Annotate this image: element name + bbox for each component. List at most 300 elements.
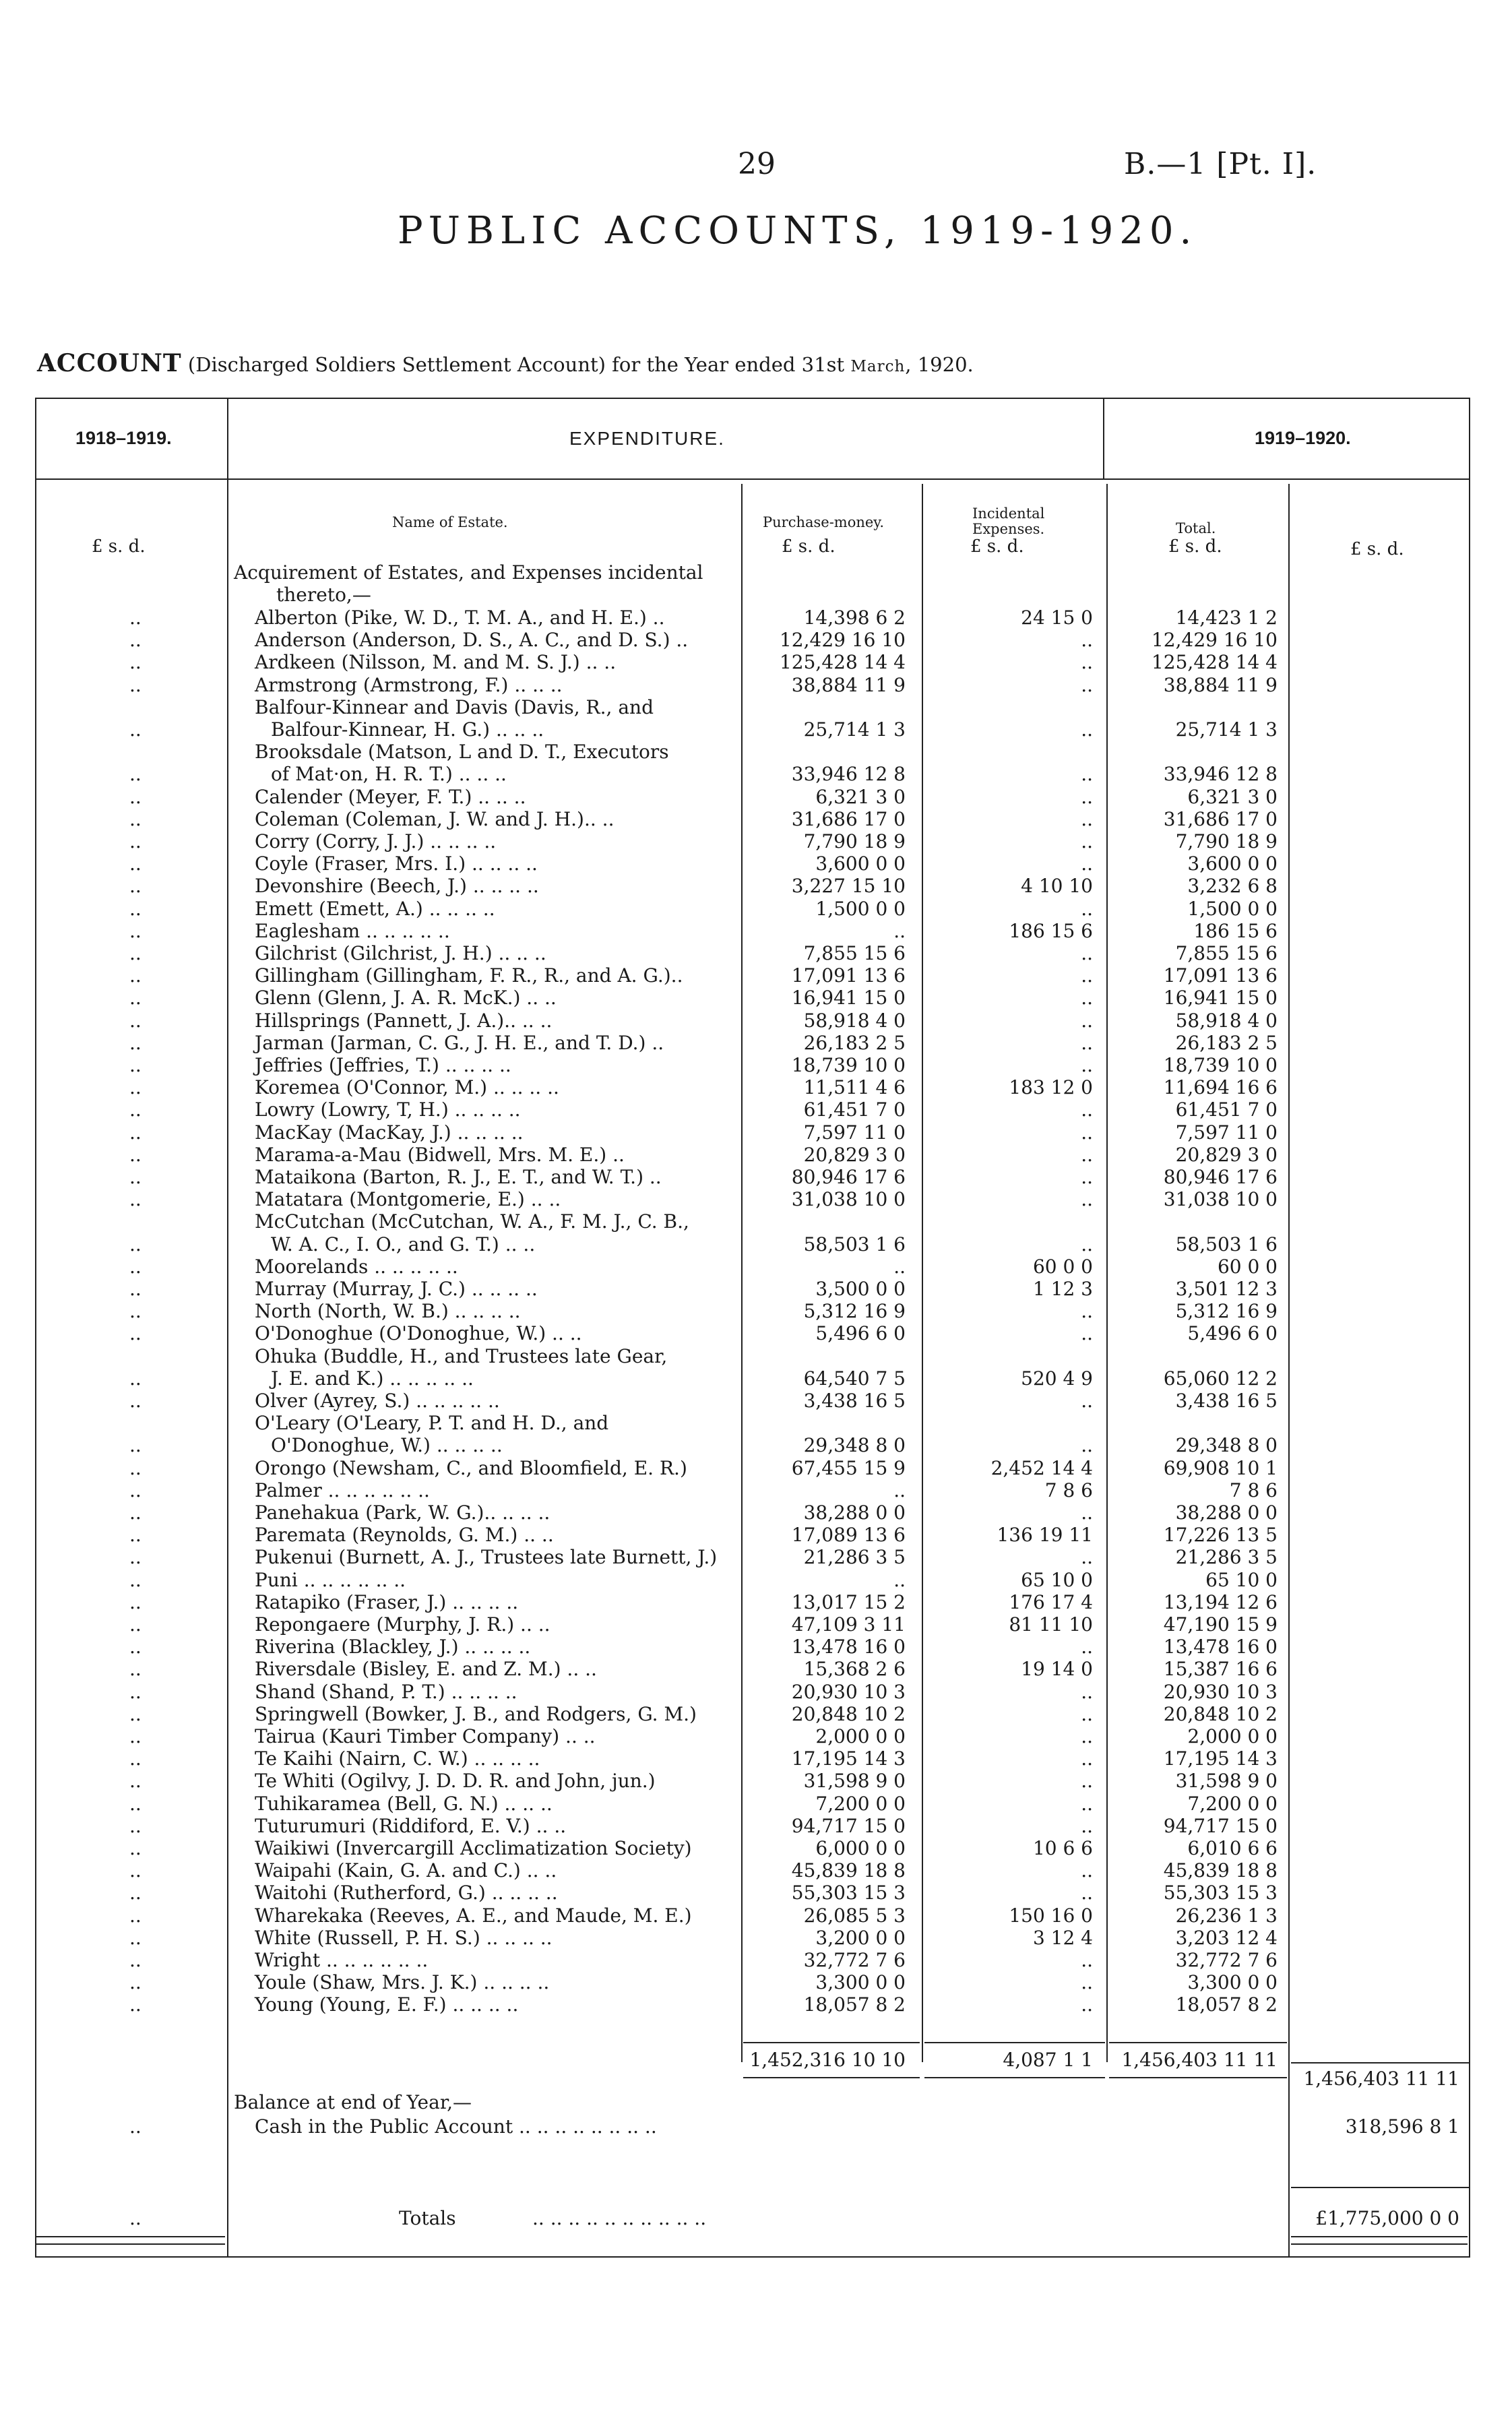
purchase-money-amount: ..	[893, 920, 906, 942]
incidental-amount: ..	[1081, 1098, 1093, 1121]
purchase-money-amount: 20,829 3 0	[803, 1144, 906, 1166]
incidental-amount: ..	[1081, 1859, 1093, 1882]
incidental-amount: ..	[1081, 808, 1093, 830]
total-amount: 33,946 12 8	[1163, 763, 1278, 785]
purchase-money-amount: 55,303 15 3	[791, 1882, 906, 1904]
totals-row	[0, 2207, 1512, 2229]
total-amount: 61,451 7 0	[1175, 1098, 1278, 1121]
purchase-money-amount: 31,038 10 0	[791, 1188, 906, 1210]
table-row	[0, 1658, 1512, 1680]
account-heading	[37, 349, 974, 377]
totals-dots: .. .. .. .. .. .. .. .. .. ..	[532, 2207, 707, 2229]
table-row	[0, 1524, 1512, 1546]
estate-name: Balfour-Kinnear and Davis (Davis, R., and	[255, 696, 654, 718]
header-left-year: 1918–1919.	[75, 428, 172, 448]
previous-year-amount: ..	[129, 1703, 141, 1725]
purchase-money-amount: 7,855 15 6	[803, 942, 906, 964]
previous-year-amount: ..	[129, 830, 141, 852]
estate-name: Wright .. .. .. .. .. ..	[255, 1949, 429, 1971]
incidental-amount: 183 12 0	[1009, 1076, 1093, 1098]
incidental-amount: 10 6 6	[1032, 1837, 1093, 1859]
incidental-amount: ..	[1081, 1032, 1093, 1054]
incidental-amount: ..	[1081, 1121, 1093, 1144]
previous-year-amount: ..	[129, 1591, 141, 1613]
estate-name: Pukenui (Burnett, A. J., Trustees late Burnett, J.)	[255, 1546, 718, 1568]
page-title: PUBLIC ACCOUNTS, 1919-1920.	[398, 209, 1198, 253]
total-amount: 5,496 6 0	[1187, 1322, 1278, 1344]
previous-year-amount: ..	[129, 718, 141, 741]
total-amount: 58,918 4 0	[1175, 1010, 1278, 1032]
incidental-amount: ..	[1081, 1882, 1093, 1904]
incidental-amount: ..	[1081, 1434, 1093, 1456]
balance-row	[0, 2115, 1512, 2138]
total-amount: 20,848 10 2	[1163, 1703, 1278, 1725]
estate-name: Eaglesham .. .. .. .. ..	[255, 920, 450, 942]
previous-year-amount: ..	[129, 1904, 141, 1927]
purchase-money-amount: 3,200 0 0	[815, 1927, 906, 1949]
table-row	[0, 1010, 1512, 1032]
purchase-money-amount: 45,839 18 8	[791, 1859, 906, 1882]
total-amount: 25,714 1 3	[1175, 718, 1278, 741]
estate-name: Ohuka (Buddle, H., and Trustees late Gear,	[255, 1345, 668, 1367]
table-row	[0, 1971, 1512, 1993]
purchase-money-amount: 94,717 15 0	[791, 1815, 906, 1837]
account-heading-text: (Discharged Soldiers Settlement Account) for the Year ended 31st	[187, 353, 845, 376]
total-amount: 12,429 16 10	[1151, 629, 1278, 651]
previous-year-amount: ..	[129, 898, 141, 920]
totals-rule	[1291, 2187, 1469, 2188]
table-top-border	[35, 398, 1470, 399]
estate-name: Calender (Meyer, F. T.) .. .. ..	[255, 786, 526, 808]
estate-name: Murray (Murray, J. C.) .. .. .. ..	[255, 1278, 538, 1300]
subtotal-total: 1,456,403 11 11	[1121, 2049, 1278, 2071]
section-heading-cont: thereto,—	[276, 584, 371, 606]
purchase-money-amount: 18,057 8 2	[803, 1993, 906, 2016]
total-amount: 13,194 12 6	[1163, 1591, 1278, 1613]
column-header-expenses: Expenses.	[972, 521, 1045, 537]
previous-year-amount: ..	[129, 786, 141, 808]
incidental-amount: ..	[1081, 1300, 1093, 1322]
purchase-money-amount: 7,790 18 9	[803, 830, 906, 852]
estate-name: O'Donoghue, W.) .. .. .. ..	[271, 1434, 503, 1456]
total-amount: 15,387 16 6	[1163, 1658, 1278, 1680]
estate-name: O'Donoghue (O'Donoghue, W.) .. ..	[255, 1322, 582, 1344]
estate-name: Tuhikaramea (Bell, G. N.) .. .. ..	[255, 1793, 553, 1815]
total-amount: 17,226 13 5	[1163, 1524, 1278, 1546]
total-amount: 3,438 16 5	[1175, 1390, 1278, 1412]
purchase-money-amount: 38,288 0 0	[803, 1501, 906, 1524]
purchase-money-amount: 17,195 14 3	[791, 1747, 906, 1770]
total-amount: 7,790 18 9	[1175, 830, 1278, 852]
balance-heading: Balance at end of Year,—	[234, 2091, 472, 2113]
balance-label: Cash in the Public Account .. .. .. .. .. .. .. ..	[255, 2115, 657, 2138]
header-expenditure: EXPENDITURE.	[569, 428, 725, 449]
total-amount: 29,348 8 0	[1175, 1434, 1278, 1456]
subtotal-rule	[1109, 2042, 1287, 2043]
purchase-money-amount: 2,000 0 0	[815, 1725, 906, 1747]
subtotal-incidental: 4,087 1 1	[1003, 2049, 1093, 2071]
purchase-money-amount: 20,848 10 2	[791, 1703, 906, 1725]
column-header-purchase-money: Purchase-money.	[763, 514, 885, 530]
incidental-amount: 150 16 0	[1009, 1904, 1093, 1927]
estate-name: Brooksdale (Matson, L and D. T., Executors	[255, 741, 669, 763]
previous-year-amount: ..	[129, 1188, 141, 1210]
total-amount: 38,288 0 0	[1175, 1501, 1278, 1524]
previous-year-amount: ..	[129, 1658, 141, 1680]
estate-name: Te Kaihi (Nairn, C. W.) .. .. .. ..	[255, 1747, 540, 1770]
purchase-money-amount: 5,496 6 0	[815, 1322, 906, 1344]
previous-year-amount: ..	[129, 1300, 141, 1322]
total-amount: 13,478 16 0	[1163, 1636, 1278, 1658]
previous-year-amount: ..	[129, 1882, 141, 1904]
incidental-amount: ..	[1081, 1233, 1093, 1255]
total-amount: 65 10 0	[1205, 1569, 1278, 1591]
incidental-amount: ..	[1081, 1815, 1093, 1837]
table-row	[0, 629, 1512, 651]
table-row	[0, 1949, 1512, 1971]
estate-name: Palmer .. .. .. .. .. ..	[255, 1479, 430, 1501]
previous-year-amount: ..	[129, 1927, 141, 1949]
account-heading-bold: ACCOUNT	[37, 349, 182, 377]
table-row	[0, 1255, 1512, 1278]
previous-year-amount: ..	[129, 1032, 141, 1054]
table-row	[0, 1747, 1512, 1770]
totals-label: Totals	[399, 2207, 456, 2229]
purchase-money-amount: 3,300 0 0	[815, 1971, 906, 1993]
purchase-money-amount: 31,686 17 0	[791, 808, 906, 830]
table-row	[0, 1636, 1512, 1658]
estate-name: W. A. C., I. O., and G. T.) .. ..	[271, 1233, 536, 1255]
table-row	[0, 964, 1512, 987]
total-amount: 17,091 13 6	[1163, 964, 1278, 987]
table-row	[0, 1815, 1512, 1837]
lsd-header-total: £ s. d.	[1168, 536, 1222, 557]
previous-year-amount: ..	[129, 1747, 141, 1770]
incidental-amount: 81 11 10	[1009, 1613, 1093, 1636]
total-amount: 18,739 10 0	[1163, 1054, 1278, 1076]
previous-year-amount: ..	[129, 1121, 141, 1144]
table-row	[0, 830, 1512, 852]
previous-year-amount: ..	[129, 1546, 141, 1568]
previous-year-amount: ..	[129, 1793, 141, 1815]
estate-name: Jeffries (Jeffries, T.) .. .. .. ..	[255, 1054, 511, 1076]
total-amount: 38,884 11 9	[1163, 674, 1278, 696]
estate-name: Youle (Shaw, Mrs. J. K.) .. .. .. ..	[255, 1971, 550, 1993]
purchase-money-amount: 11,511 4 6	[803, 1076, 906, 1098]
previous-year-amount: ..	[129, 763, 141, 785]
total-amount: 21,286 3 5	[1175, 1546, 1278, 1568]
incidental-amount: 136 19 11	[997, 1524, 1093, 1546]
balance-amount: 318,596 8 1	[1345, 2115, 1459, 2138]
estate-name: Coleman (Coleman, J. W. and J. H.).. ..	[255, 808, 615, 830]
estate-name: McCutchan (McCutchan, W. A., F. M. J., C. B.,	[255, 1210, 689, 1233]
previous-year-amount: ..	[129, 920, 141, 942]
previous-year-amount: ..	[129, 987, 141, 1009]
total-amount: 7,855 15 6	[1175, 942, 1278, 964]
incidental-amount: ..	[1081, 1703, 1093, 1725]
previous-year-amount: ..	[129, 1322, 141, 1344]
previous-year-amount: ..	[129, 1367, 141, 1390]
previous-year-amount: ..	[129, 607, 141, 629]
incidental-amount: ..	[1081, 942, 1093, 964]
table-row	[0, 1166, 1512, 1188]
previous-year-amount: ..	[129, 1278, 141, 1300]
purchase-money-amount: 31,598 9 0	[803, 1770, 906, 1792]
total-amount: 2,000 0 0	[1187, 1725, 1278, 1747]
total-amount: 31,686 17 0	[1163, 808, 1278, 830]
table-row	[0, 1479, 1512, 1501]
estate-name: Emett (Emett, A.) .. .. .. ..	[255, 898, 495, 920]
previous-year-amount: ..	[129, 651, 141, 673]
previous-year-amount: ..	[129, 875, 141, 897]
table-row	[0, 1770, 1512, 1792]
balance-heading-row	[0, 2091, 1512, 2113]
total-amount: 69,908 10 1	[1163, 1457, 1278, 1479]
incidental-amount: 1 12 3	[1032, 1278, 1093, 1300]
table-row	[0, 1859, 1512, 1882]
total-amount: 80,946 17 6	[1163, 1166, 1278, 1188]
table-row	[0, 718, 1512, 741]
incidental-amount: ..	[1081, 651, 1093, 673]
purchase-money-amount: 26,183 2 5	[803, 1032, 906, 1054]
estate-name: Tairua (Kauri Timber Company) .. ..	[255, 1725, 596, 1747]
total-amount: 45,839 18 8	[1163, 1859, 1278, 1882]
previous-year-amount: ..	[129, 1859, 141, 1882]
previous-year-amount: ..	[129, 1098, 141, 1121]
estate-name: Corry (Corry, J. J.) .. .. .. ..	[255, 830, 497, 852]
double-rule	[1291, 2236, 1468, 2245]
total-amount: 7 8 6	[1229, 1479, 1278, 1501]
incidental-amount: ..	[1081, 763, 1093, 785]
incidental-amount: ..	[1081, 1725, 1093, 1747]
previous-year-amount: ..	[129, 1569, 141, 1591]
table-row	[0, 1278, 1512, 1300]
incidental-amount: ..	[1081, 1144, 1093, 1166]
document-reference: B.—1 [Pt. I].	[1124, 147, 1317, 181]
total-amount: 3,300 0 0	[1187, 1971, 1278, 1993]
total-amount: 26,183 2 5	[1175, 1032, 1278, 1054]
incidental-amount: ..	[1081, 1054, 1093, 1076]
purchase-money-amount: 58,503 1 6	[803, 1233, 906, 1255]
previous-year-amount: ..	[129, 1681, 141, 1703]
estate-name: Riversdale (Bisley, E. and Z. M.) .. ..	[255, 1658, 597, 1680]
total-amount: 26,236 1 3	[1175, 1904, 1278, 1927]
header-right-year: 1919–1920.	[1255, 428, 1351, 448]
purchase-money-amount: 3,227 15 10	[791, 875, 906, 897]
estate-name: Anderson (Anderson, D. S., A. C., and D. S.) ..	[255, 629, 689, 651]
total-amount: 55,303 15 3	[1163, 1882, 1278, 1904]
purchase-money-amount: 61,451 7 0	[803, 1098, 906, 1121]
previous-year-amount: ..	[129, 1815, 141, 1837]
double-rule	[36, 2236, 225, 2245]
previous-year-amount: ..	[129, 1434, 141, 1456]
final-subtotal-row	[0, 2068, 1512, 2090]
purchase-money-amount: 21,286 3 5	[803, 1546, 906, 1568]
incidental-amount: ..	[1081, 1322, 1093, 1344]
previous-year-amount: ..	[129, 1076, 141, 1098]
previous-year-amount: ..	[129, 1993, 141, 2016]
previous-year-amount: ..	[129, 1390, 141, 1412]
purchase-money-amount: ..	[893, 1479, 906, 1501]
table-row	[0, 1591, 1512, 1613]
account-heading-month: March	[850, 358, 906, 375]
totals-amount: £1,775,000 0 0	[1315, 2207, 1459, 2229]
table-row	[0, 607, 1512, 629]
table-row	[0, 1032, 1512, 1054]
table-row	[0, 786, 1512, 808]
purchase-money-amount: 58,918 4 0	[803, 1010, 906, 1032]
table-row	[0, 1904, 1512, 1927]
purchase-money-amount: 1,500 0 0	[815, 898, 906, 920]
estate-name: Repongaere (Murphy, J. R.) .. ..	[255, 1613, 550, 1636]
purchase-money-amount: 125,428 14 4	[779, 651, 906, 673]
total-amount: 6,321 3 0	[1187, 786, 1278, 808]
table-row	[0, 1993, 1512, 2016]
purchase-money-amount: 18,739 10 0	[791, 1054, 906, 1076]
previous-year-amount: ..	[129, 1524, 141, 1546]
final-subtotal: 1,456,403 11 11	[1303, 2068, 1459, 2090]
table-row	[0, 1882, 1512, 1904]
estate-name: MacKay (MacKay, J.) .. .. .. ..	[255, 1121, 524, 1144]
purchase-money-amount: 17,089 13 6	[791, 1524, 906, 1546]
purchase-money-amount: 14,398 6 2	[803, 607, 906, 629]
previous-year-amount: ..	[129, 852, 141, 875]
lsd-header-purchase: £ s. d.	[782, 536, 836, 557]
previous-year-amount: ..	[129, 1770, 141, 1792]
total-amount: 31,038 10 0	[1163, 1188, 1278, 1210]
total-amount: 16,941 15 0	[1163, 987, 1278, 1009]
table-row	[0, 1076, 1512, 1098]
previous-year-amount: ..	[129, 942, 141, 964]
purchase-money-amount: 7,597 11 0	[803, 1121, 906, 1144]
total-amount: 186 15 6	[1193, 920, 1278, 942]
column-separator	[1103, 398, 1104, 478]
estate-name: J. E. and K.) .. .. .. .. ..	[271, 1367, 474, 1390]
purchase-money-amount: 15,368 2 6	[803, 1658, 906, 1680]
table-row	[0, 696, 1512, 718]
table-row	[0, 674, 1512, 696]
estate-name: Springwell (Bowker, J. B., and Rodgers, G. M.)	[255, 1703, 697, 1725]
estate-name: Waipahi (Kain, G. A. and C.) .. ..	[255, 1859, 557, 1882]
table-row	[0, 1300, 1512, 1322]
incidental-amount: 7 8 6	[1044, 1479, 1093, 1501]
estate-name: Coyle (Fraser, Mrs. I.) .. .. .. ..	[255, 852, 538, 875]
total-amount: 47,190 15 9	[1163, 1613, 1278, 1636]
table-row	[0, 808, 1512, 830]
lsd-header-incidental: £ s. d.	[970, 536, 1024, 557]
estate-name: Devonshire (Beech, J.) .. .. .. ..	[255, 875, 539, 897]
purchase-money-amount: 80,946 17 6	[791, 1166, 906, 1188]
estate-name: Gillingham (Gillingham, F. R., R., and A. G.)..	[255, 964, 683, 987]
estate-name: of Mat·on, H. R. T.) .. .. ..	[271, 763, 507, 785]
total-amount: 20,829 3 0	[1175, 1144, 1278, 1166]
purchase-money-amount: 5,312 16 9	[803, 1300, 906, 1322]
estate-name: Paremata (Reynolds, G. M.) .. ..	[255, 1524, 554, 1546]
table-row	[0, 651, 1512, 673]
header-bottom-border	[35, 478, 1470, 480]
incidental-amount: ..	[1081, 674, 1093, 696]
incidental-amount: ..	[1081, 1188, 1093, 1210]
purchase-money-amount: 17,091 13 6	[791, 964, 906, 987]
estate-name: Hillsprings (Pannett, J. A.).. .. ..	[255, 1010, 553, 1032]
table-row	[0, 1793, 1512, 1815]
incidental-amount: ..	[1081, 987, 1093, 1009]
incidental-amount: ..	[1081, 1770, 1093, 1792]
purchase-money-amount: 13,478 16 0	[791, 1636, 906, 1658]
purchase-money-amount: 32,772 7 6	[803, 1949, 906, 1971]
total-amount: 18,057 8 2	[1175, 1993, 1278, 2016]
incidental-amount: 19 14 0	[1021, 1658, 1093, 1680]
table-row	[0, 1681, 1512, 1703]
estate-name: Koremea (O'Connor, M.) .. .. .. ..	[255, 1076, 559, 1098]
previous-year-amount: ..	[129, 1166, 141, 1188]
previous-year-amount: ..	[129, 1949, 141, 1971]
incidental-amount: ..	[1081, 718, 1093, 741]
purchase-money-amount: 26,085 5 3	[803, 1904, 906, 1927]
estate-name: Lowry (Lowry, T, H.) .. .. .. ..	[255, 1098, 521, 1121]
total-amount: 11,694 16 6	[1163, 1076, 1278, 1098]
purchase-money-amount: 67,455 15 9	[791, 1457, 906, 1479]
incidental-amount: 24 15 0	[1021, 607, 1093, 629]
estate-name: Mataikona (Barton, R. J., E. T., and W. T.) ..	[255, 1166, 662, 1188]
total-amount: 31,598 9 0	[1175, 1770, 1278, 1792]
incidental-amount: ..	[1081, 1390, 1093, 1412]
estate-name: Panehakua (Park, W. G.).. .. .. ..	[255, 1501, 550, 1524]
estate-name: Shand (Shand, P. T.) .. .. .. ..	[255, 1681, 517, 1703]
estate-name: Olver (Ayrey, S.) .. .. .. .. ..	[255, 1390, 500, 1412]
column-header-total: Total.	[1176, 520, 1216, 536]
table-row	[0, 1569, 1512, 1591]
incidental-amount: 3 12 4	[1032, 1927, 1093, 1949]
purchase-money-amount: 12,429 16 10	[779, 629, 906, 651]
incidental-amount: ..	[1081, 1010, 1093, 1032]
table-row	[0, 1546, 1512, 1568]
table-row	[0, 741, 1512, 763]
total-amount: 14,423 1 2	[1175, 607, 1278, 629]
table-row	[0, 1322, 1512, 1344]
estate-name: Ratapiko (Fraser, J.) .. .. .. ..	[255, 1591, 519, 1613]
purchase-money-amount: 47,109 3 11	[791, 1613, 906, 1636]
previous-year-amount: ..	[129, 629, 141, 651]
purchase-money-amount: 6,321 3 0	[815, 786, 906, 808]
lsd-header-prev: £ s. d.	[92, 536, 146, 557]
table-row	[0, 1837, 1512, 1859]
subtotal-rule	[743, 2042, 920, 2043]
estate-name: Jarman (Jarman, C. G., J. H. E., and T. D.) ..	[255, 1032, 664, 1054]
lsd-header-final: £ s. d.	[1350, 539, 1404, 559]
incidental-amount: ..	[1081, 629, 1093, 651]
estate-name: White (Russell, P. H. S.) .. .. .. ..	[255, 1927, 553, 1949]
incidental-amount: ..	[1081, 964, 1093, 987]
purchase-money-amount: 29,348 8 0	[803, 1434, 906, 1456]
previous-year-amount: ..	[129, 1054, 141, 1076]
previous-year-amount: ..	[129, 1010, 141, 1032]
estate-name: Te Whiti (Ogilvy, J. D. D. R. and John, jun.)	[255, 1770, 656, 1792]
purchase-money-amount: 25,714 1 3	[803, 718, 906, 741]
table-row	[0, 1121, 1512, 1144]
account-heading-year: , 1920.	[905, 353, 974, 376]
table-row	[0, 852, 1512, 875]
incidental-amount: ..	[1081, 1681, 1093, 1703]
estate-name: Glenn (Glenn, J. A. R. McK.) .. ..	[255, 987, 557, 1009]
total-amount: 32,772 7 6	[1175, 1949, 1278, 1971]
estate-name: Waikiwi (Invercargill Acclimatization Society)	[255, 1837, 692, 1859]
previous-year-amount: ..	[129, 808, 141, 830]
estate-name: Puni .. .. .. .. .. ..	[255, 1569, 406, 1591]
column-header-name-of-estate: Name of Estate.	[392, 514, 508, 530]
estate-name: Matatara (Montgomerie, E.) .. ..	[255, 1188, 561, 1210]
incidental-amount: ..	[1081, 1166, 1093, 1188]
